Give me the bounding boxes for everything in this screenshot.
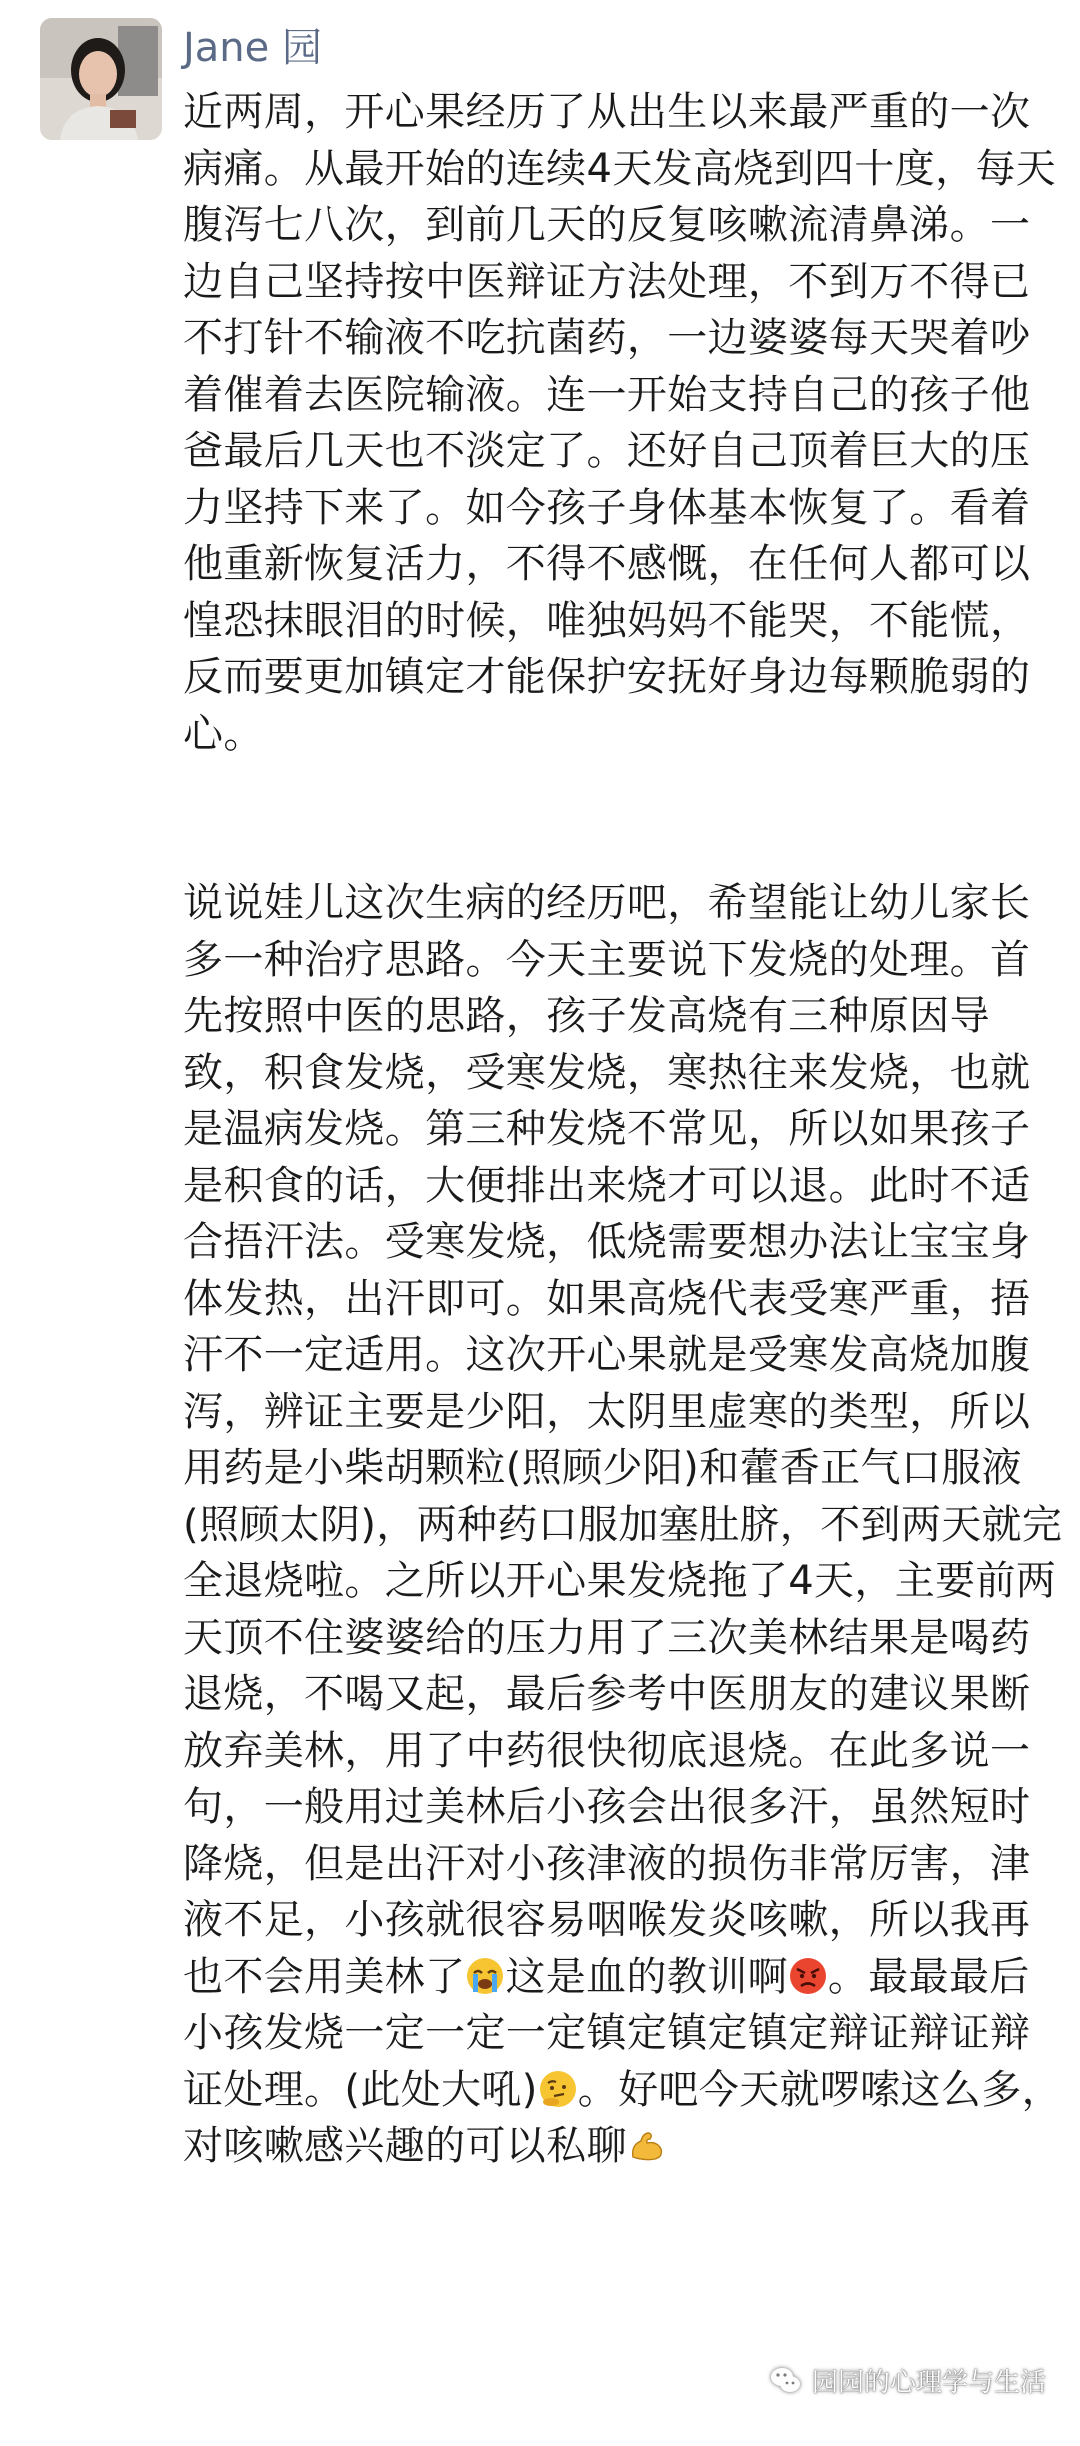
- wechat-official-account-icon: [768, 2363, 802, 2397]
- loudly-crying-face-icon: [465, 1956, 505, 1996]
- watermark: [768, 2360, 1046, 2400]
- paragraph-gap: [183, 762, 1063, 875]
- post-content: [183, 84, 1063, 2175]
- author-avatar[interactable]: [40, 18, 162, 140]
- flexed-biceps-icon: [627, 2125, 667, 2165]
- paragraph-2-text-a: 说说娃儿这次生病的经历吧，希望能让幼儿家长多一种治疗思路。今天主要说下发烧的处理。首先按照中医的思路，孩子发高烧有三种原因导致，积食发烧，受寒发烧，寒热往来发烧，也就是温病发烧。第三种发烧不常见，所以如果孩子是积食的话，大便排出来烧才可以退。此时不适合捂汗法。受寒发烧，低烧需要想办法让宝宝身体发热，出汗即可。如果高烧代表受寒严重，捂汗不一定适用。这次开心果就是受寒发高烧加腹泻，辨证主要是少阳，太阴里虚寒的类型，所以用药是小柴胡颗粒(照顾少阳)和藿香正气口服液(照顾太阴)，两种药口服加塞肚脐，不到两天就完全退烧啦。之所以开心果发烧拖了4天，主要前两天顶不住婆婆给的压力用了三次美林结果是喝药退烧，不喝又起，最后参考中医朋友的建议果断放弃美林，用了中药很快彻底退烧。在此多说一句，一般用过美林后小孩会出很多汗，虽然短时降烧，但是出汗对小孩津液的损伤非常厉害，津液不足，小孩就很容易咽喉发炎咳嗽，所以我再也不会用美林了: [183, 880, 1063, 2000]
- avatar-photo: [40, 18, 162, 140]
- angry-face-icon: [788, 1956, 828, 1996]
- thinking-face-icon: [538, 2069, 578, 2109]
- paragraph-2-text-b: 这是血的教训啊: [505, 1953, 788, 2000]
- paragraph-2: [183, 875, 1063, 2175]
- paragraph-2-text-d: 。好吧今天就啰嗦这么多，对咳嗽感兴趣的可以私聊: [183, 2066, 1062, 2169]
- paragraph-2-text-c: 。最最最后小孩发烧一定一定一定镇定镇定镇定辩证辩证辩证处理。(此处大吼): [183, 1953, 1031, 2113]
- watermark-text: 园园的心理学与生活: [811, 2367, 1046, 2398]
- paragraph-1: 近两周，开心果经历了从出生以来最严重的一次病痛。从最开始的连续4天发高烧到四十度，每天腹泻七八次，到前几天的反复咳嗽流清鼻涕。一边自己坚持按中医辩证方法处理，不到万不得已不打针不输液不吃抗菌药，一边婆婆每天哭着吵着催着去医院输液。连一开始支持自己的孩子他爸最后几天也不淡定了。还好自己顶着巨大的压力坚持下来了。如今孩子身体基本恢复了。看着他重新恢复活力，不得不感慨，在任何人都可以惶恐抹眼泪的时候，唯独妈妈不能哭，不能慌，反而要更加镇定才能保护安抚好身边每颗脆弱的心。: [183, 89, 1057, 757]
- author-name[interactable]: Jane 园: [183, 25, 322, 71]
